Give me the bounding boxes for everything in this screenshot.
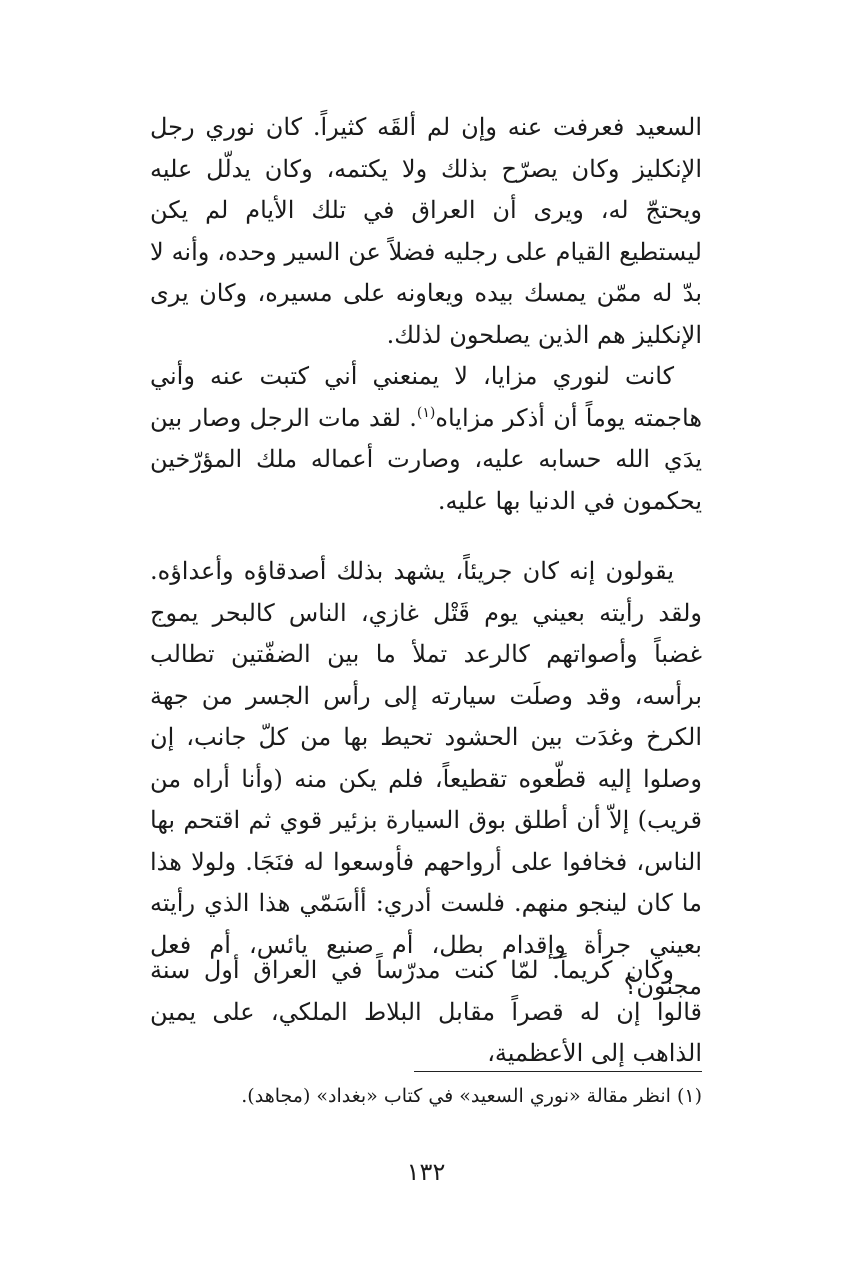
paragraph-2-text-after-note: . لقد مات الرجل وصار بين يدَي الله حسابه عليه، وصارت أعماله ملك المؤرّخين يحكمون في الدنيا بها عليه. — [150, 403, 702, 515]
paragraph-4: وكان كريماً. لمّا كنت مدرّساً في العراق أول سنة قالوا إن له قصراً مقابل البلاط الملكي، على يمين الذاهب إلى الأعظمية، — [150, 956, 702, 1067]
paragraph-3: يقولون إنه كان جريئاً، يشهد بذلك أصدقاؤه وأعداؤه. ولقد رأيته بعيني يوم قَتْل غازي، الناس كالبحر يموج غضباً وأصواتهم كالرعد تملأ ما بين الضفّتين تطالب برأسه، وقد وصلَت سيارته إلى رأس الجسر من جهة الكرخ وغدَت بين الحشود تحيط بها من كلّ جانب، إن وصلوا إليه قطّعوه تقطيعاً، فلم يكن منه (وأنا أراه من قريب) إلاّ أن أطلق بوق السيارة بزئير قوي ثم اقتحم بها الناس، فخافوا على أرواحهم فأوسعوا له فنَجَا. ولولا هذا ما كان لينجو منهم. فلست أدري: أأسَمّي هذا الذي رأيته بعيني جرأة وإقدام بطل، أم صنيع يائس، أم فعل مجنون؟ — [150, 557, 702, 1000]
footnote-separator — [414, 1071, 702, 1072]
footnote-marker: (١) — [416, 404, 436, 421]
footnote: (١) انظر مقالة «نوري السعيد» في كتاب «بغداد» (مجاهد). — [241, 1085, 702, 1107]
paragraph-1: السعيد فعرفت عنه وإن لم ألقَه كثيراً. كان نوري رجل الإنكليز وكان يصرّح بذلك ولا يكتمه، وكان يدلّل عليه ويحتجّ له، ويرى أن العراق في تلك الأيام لم يكن ليستطيع القيام على رجليه فضلاً عن السير وحده، وأنه لا بدّ له ممّن يمسك بيده ويعاونه على مسيره، وكان يرى الإنكليز هم الذين يصلحون لذلك. — [150, 113, 702, 349]
book-page — [150, 95, 702, 1195]
page-number: ١٣٢ — [406, 1158, 446, 1186]
paragraph-2-text-before-note: كانت لنوري مزايا، لا يمنعني أني كتبت عنه وأني هاجمته يوماً أن أذكر مزاياه — [150, 362, 702, 432]
paragraph-2 — [150, 356, 702, 522]
